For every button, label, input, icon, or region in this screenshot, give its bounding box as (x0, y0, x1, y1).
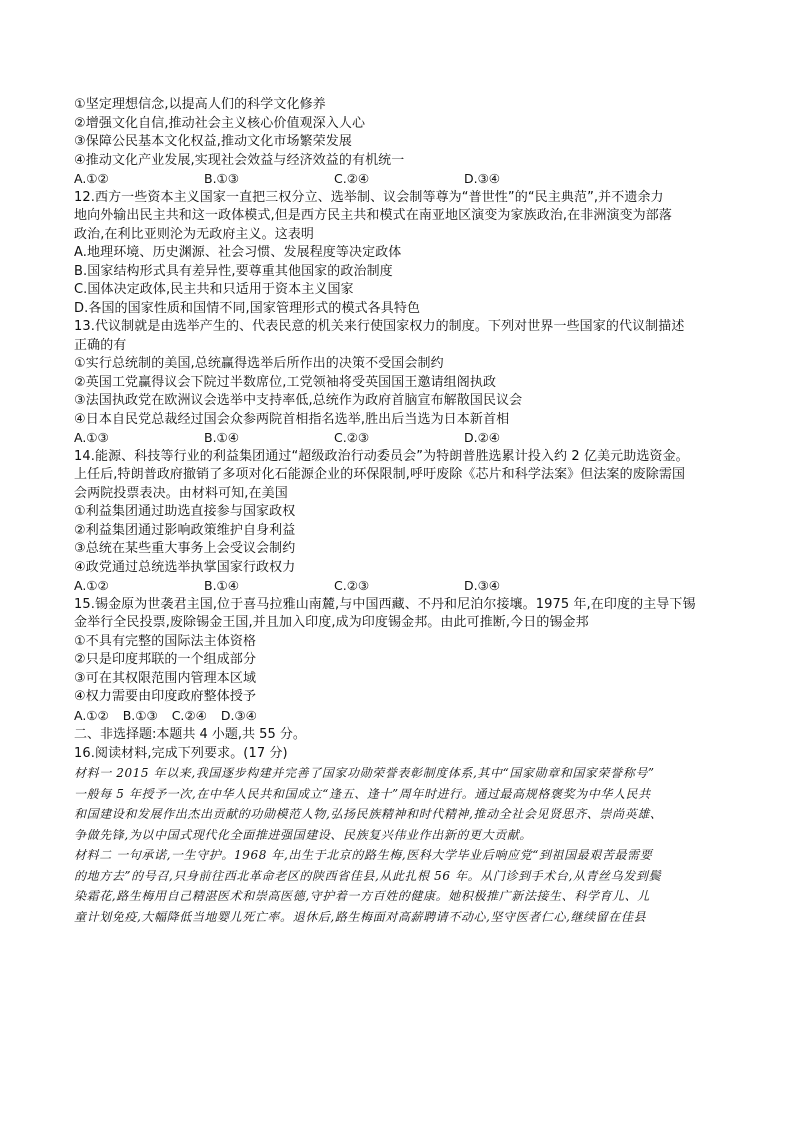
exam-page (74, 96, 734, 927)
question-13 (74, 318, 734, 448)
q15-option-a[interactable]: A.①② (74, 707, 109, 723)
q15-option-b[interactable]: B.①③ (122, 707, 158, 723)
material-1 (74, 763, 734, 845)
q13-item: ④日本自民党总裁经过国会众参两院首相指名选举,胜出后当选为日本新首相 (74, 411, 510, 427)
q11-option-a[interactable]: A.①② (74, 171, 109, 186)
q14-option-c[interactable]: C.②③ (334, 578, 370, 593)
q11-item: ①坚定理想信念,以提高人们的科学文化修养 (74, 97, 326, 112)
q12-stem-line: 地向外输出民主共和这一政体模式,但是西方民主共和模式在南亚地区演变为家族政治,在非洲演变为部落 (74, 208, 672, 223)
q12-option-c[interactable]: C.国体决定政体,民主共和只适用于资本主义国家 (74, 282, 354, 297)
q11-items (74, 96, 734, 170)
q11-option-b[interactable]: B.①③ (204, 171, 239, 186)
question-12 (74, 189, 734, 319)
q13-item: ③法国执政党在欧洲议会选举中支持率低,总统作为政府首脑宣布解散国民议会 (74, 393, 523, 408)
q15-stem-line: 15.锡金原为世袭君主国,位于喜马拉雅山南麓,与中国西藏、不丹和尼泊尔接壤。1975 年,在印度的主导下锡 (74, 596, 696, 612)
q14-option-b[interactable]: B.①④ (204, 578, 239, 593)
question-14 (74, 448, 734, 596)
q15-stem-line: 金举行全民投票,废除锡金王国,并且加入印度,成为印度锡金邦。由此可推断,今日的锡金邦 (74, 615, 589, 630)
q12-option-a[interactable]: A.地理环境、历史渊源、社会习惯、发展程度等决定政体 (74, 245, 402, 260)
q13-option-a[interactable]: A.①③ (74, 430, 109, 445)
q13-options (74, 429, 734, 448)
material-2 (74, 845, 734, 927)
material-2-line: 染霜花,路生梅用自己精湛医术和崇高医德,守护着一方百姓的健康。她积极推广新法接生、科学育儿、儿 (74, 889, 650, 903)
q15-item: ④权力需要由印度政府整体授予 (74, 689, 257, 704)
q13-option-d[interactable]: D.②④ (464, 430, 501, 445)
q15-options (74, 707, 734, 726)
q15-option-c[interactable]: C.②④ (171, 707, 207, 723)
q14-item: ②利益集团通过影响政策维护自身利益 (74, 522, 296, 538)
q15-item: ③可在其权限范围内管理本区域 (74, 670, 257, 686)
question-15 (74, 596, 734, 726)
q13-option-b[interactable]: B.①④ (204, 430, 239, 445)
q13-stem-line: 正确的有 (74, 337, 127, 353)
q13-item: ②英国工党赢得议会下院过半数席位,工党领袖将受英国国王邀请组阁执政 (74, 374, 497, 390)
q15-item: ②只是印度邦联的一个组成部分 (74, 652, 257, 667)
q14-option-a[interactable]: A.①② (74, 578, 109, 593)
q14-item: ④政党通过总统选举执掌国家行政权力 (74, 559, 296, 575)
q11-option-c[interactable]: C.②④ (334, 171, 370, 186)
q12-stem-line: 政治,在利比亚则沦为无政府主义。这表明 (74, 226, 315, 242)
material-1-line: 材料一 2015 年以来,我国逐步构建并完善了国家功勋荣誉表彰制度体系,其中“国家勋章和国家荣誉称号” (74, 766, 655, 780)
q14-stem-line: 上任后,特朗普政府撤销了多项对化石能源企业的环保限制,呼吁废除《芯片和科学法案》但法案的废除需国 (74, 467, 686, 482)
q13-stem-line: 13.代议制就是由选举产生的、代表民意的机关来行使国家权力的制度。下列对世界一些国家的代议制描述 (74, 319, 685, 334)
q11-option-d[interactable]: D.③④ (464, 171, 501, 186)
material-2-line: 材料二 一句承诺,一生守护。1968 年,出生于北京的路生梅,医科大学毕业后响应党“到祖国最艰苦最需要 (74, 848, 653, 862)
q14-item: ③总统在某些重大事务上会受议会制约 (74, 541, 296, 556)
q12-option-d[interactable]: D.各国的国家性质和国情不同,国家管理形式的模式各具特色 (74, 300, 421, 316)
q14-item: ①利益集团通过助选直接参与国家政权 (74, 504, 296, 519)
q13-option-c[interactable]: C.②③ (334, 430, 370, 445)
q14-options (74, 577, 734, 596)
q15-option-d[interactable]: D.③④ (220, 707, 257, 723)
material-2-line: 的地方去”的号召,只身前往西北革命老区的陕西省佳县,从此扎根 56 年。从门诊到手术台,从青丝乌发到鬓 (74, 868, 662, 883)
q12-option-b[interactable]: B.国家结构形式具有差异性,要尊重其他国家的政治制度 (74, 263, 393, 279)
material-1-line: 和国建设和发展作出杰出贡献的功勋模范人物,弘扬民族精神和时代精神,推动全社会见贤思齐、崇尚英雄、 (74, 807, 663, 821)
q11-item: ③保障公民基本文化权益,推动文化市场繁荣发展 (74, 134, 352, 149)
q11-item: ②增强文化自信,推动社会主义核心价值观深入人心 (74, 115, 366, 131)
section-heading: 二、非选择题:本题共 4 小题,共 55 分。 (74, 727, 306, 742)
q15-item: ①不具有完整的国际法主体资格 (74, 633, 257, 649)
q12-stem-line: 12.西方一些资本主义国家一直把三权分立、选举制、议会制等尊为“普世性”的“民主典范”,并不遗余力 (74, 189, 664, 205)
q16-stem: 16.阅读材料,完成下列要求。(17 分) (74, 745, 288, 761)
material-1-line: 争做先锋,为以中国式现代化全面推进强国建设、民族复兴伟业作出新的更大贡献。 (74, 827, 533, 842)
q13-item: ①实行总统制的美国,总统赢得选举后所作出的决策不受国会制约 (74, 356, 444, 371)
material-1-line: 一般每 5 年授予一次,在中华人民共和国成立“逢五、逢十”周年时进行。通过最高规格褒奖为中华人民共 (74, 786, 651, 801)
q14-stem-line: 会两院投票表决。由材料可知,在美国 (74, 485, 288, 501)
q14-stem-line: 14.能源、科技等行业的利益集团通过“超级政治行动委员会”为特朗普胜选累计投入约 2 亿美元助选资金。 (74, 448, 689, 464)
q11-options (74, 170, 734, 189)
q14-option-d[interactable]: D.③④ (464, 578, 501, 593)
q11-item: ④推动文化产业发展,实现社会效益与经济效益的有机统一 (74, 152, 405, 168)
material-2-line: 童计划免疫,大幅降低当地婴儿死亡率。退休后,路生梅面对高薪聘请不动心,坚守医者仁心,继续留在佳县 (74, 909, 647, 924)
